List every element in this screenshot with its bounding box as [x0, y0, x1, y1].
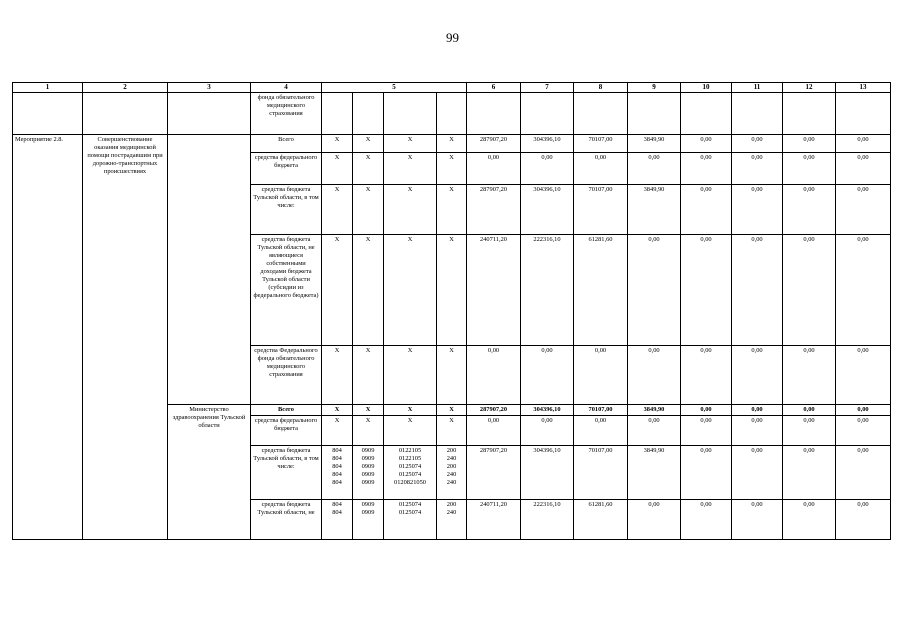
value-cell: 240711,20	[467, 500, 521, 540]
value-cell: 70107,00	[574, 405, 628, 416]
value-cell: 70107,00	[574, 446, 628, 500]
value-cell: 0,00	[681, 346, 732, 405]
measure-description: Совершенствование оказания медицинской помощи пострадавшим при дорожно-транспортных происшествиях	[83, 135, 168, 540]
cell-empty	[168, 93, 251, 135]
value-cell: 3849,90	[628, 405, 681, 416]
code-cell: Х	[322, 153, 353, 185]
code-cell: Х	[437, 346, 467, 405]
code-cell-rzpr: 0909 0909	[353, 500, 384, 540]
code-cell-gr: 804 804	[322, 500, 353, 540]
funding-source-label: фонда обязательного медицинского страхования	[251, 93, 322, 135]
value-cell: 0,00	[783, 416, 836, 446]
program-table	[12, 82, 880, 540]
code-cell: Х	[322, 405, 353, 416]
table-row	[13, 93, 891, 135]
code-cell	[384, 93, 437, 135]
col-header-4: 4	[251, 83, 322, 93]
col-header-8: 8	[574, 83, 628, 93]
value-cell: 0,00	[732, 446, 783, 500]
code-cell	[437, 93, 467, 135]
cell-empty	[83, 93, 168, 135]
code-cell-csr: 0125074 0125074	[384, 500, 437, 540]
value-cell: 0,00	[836, 446, 891, 500]
value-cell: 0,00	[521, 346, 574, 405]
value-cell: 0,00	[681, 153, 732, 185]
value-cell: 0,00	[836, 235, 891, 346]
value-cell: 70107,00	[574, 185, 628, 235]
funding-source-label: средства федерального бюджета	[251, 153, 322, 185]
code-cell-gr: 804 804 804 804 804	[322, 446, 353, 500]
code-cell: Х	[384, 135, 437, 153]
funding-table	[12, 82, 891, 540]
code-cell: Х	[353, 235, 384, 346]
value-cell: 0,00	[732, 416, 783, 446]
code-cell: Х	[437, 185, 467, 235]
col-header-5: 5	[322, 83, 467, 93]
value-cell: 0,00	[574, 346, 628, 405]
funding-source-label: Всего	[251, 405, 322, 416]
code-cell	[322, 93, 353, 135]
code-cell: Х	[353, 416, 384, 446]
value-cell: 0,00	[574, 416, 628, 446]
code-cell: Х	[322, 185, 353, 235]
value-cell: 0,00	[681, 185, 732, 235]
value-cell: 240711,20	[467, 235, 521, 346]
value-cell: 0,00	[783, 446, 836, 500]
funding-source-label: средства Федерального фонда обязательного медицинского страхования	[251, 346, 322, 405]
col-header-7: 7	[521, 83, 574, 93]
code-cell: Х	[437, 153, 467, 185]
value-cell: 0,00	[628, 235, 681, 346]
code-cell: Х	[437, 135, 467, 153]
code-cell-vr: 200 240	[437, 500, 467, 540]
value-cell: 0,00	[574, 153, 628, 185]
code-cell: Х	[437, 235, 467, 346]
value-cell: 0,00	[628, 416, 681, 446]
value-cell: 0,00	[836, 135, 891, 153]
value-cell: 0,00	[836, 500, 891, 540]
value-cell: 222316,10	[521, 235, 574, 346]
code-cell: Х	[353, 153, 384, 185]
code-cell: Х	[353, 405, 384, 416]
funding-source-label: средства бюджета Тульской области, не	[251, 500, 322, 540]
cell-empty	[168, 135, 251, 405]
value-cell: 0,00	[783, 405, 836, 416]
code-cell: Х	[384, 405, 437, 416]
value-cell: 287907,20	[467, 446, 521, 500]
col-header-9: 9	[628, 83, 681, 93]
value-cell: 0,00	[628, 153, 681, 185]
value-cell: 3849,90	[628, 135, 681, 153]
value-cell: 3849,90	[628, 185, 681, 235]
code-cell: Х	[322, 416, 353, 446]
value-cell	[628, 93, 681, 135]
value-cell: 0,00	[521, 416, 574, 446]
value-cell: 0,00	[836, 185, 891, 235]
value-cell: 304396,10	[521, 405, 574, 416]
value-cell: 0,00	[783, 235, 836, 346]
value-cell: 222316,10	[521, 500, 574, 540]
code-cell: Х	[384, 153, 437, 185]
value-cell: 0,00	[628, 500, 681, 540]
value-cell	[681, 93, 732, 135]
value-cell: 0,00	[732, 346, 783, 405]
value-cell	[467, 93, 521, 135]
value-cell: 0,00	[836, 153, 891, 185]
value-cell	[836, 93, 891, 135]
value-cell: 304396,10	[521, 446, 574, 500]
value-cell: 0,00	[836, 405, 891, 416]
code-cell-csr: 0122105 0122105 0125074 0125074 0120821050	[384, 446, 437, 500]
value-cell: 0,00	[732, 235, 783, 346]
value-cell: 0,00	[521, 153, 574, 185]
value-cell: 0,00	[467, 416, 521, 446]
value-cell: 0,00	[467, 346, 521, 405]
code-cell: Х	[384, 416, 437, 446]
code-cell: Х	[353, 185, 384, 235]
code-cell: Х	[353, 346, 384, 405]
value-cell: 0,00	[681, 135, 732, 153]
value-cell: 0,00	[732, 500, 783, 540]
code-cell: Х	[353, 135, 384, 153]
value-cell	[783, 93, 836, 135]
table-row	[13, 135, 891, 153]
value-cell: 0,00	[783, 500, 836, 540]
code-cell: Х	[384, 185, 437, 235]
code-cell: Х	[322, 346, 353, 405]
value-cell: 0,00	[783, 153, 836, 185]
value-cell: 3849,90	[628, 446, 681, 500]
code-cell: Х	[384, 235, 437, 346]
value-cell: 0,00	[783, 135, 836, 153]
value-cell: 304396,10	[521, 185, 574, 235]
funding-source-label: средства бюджета Тульской области, в том числе:	[251, 446, 322, 500]
col-header-13: 13	[836, 83, 891, 93]
col-header-6: 6	[467, 83, 521, 93]
page-number: 99	[446, 30, 459, 45]
value-cell: 70107,00	[574, 135, 628, 153]
value-cell: 0,00	[681, 446, 732, 500]
value-cell	[574, 93, 628, 135]
code-cell-rzpr: 0909 0909 0909 0909 0909	[353, 446, 384, 500]
col-header-1: 1	[13, 83, 83, 93]
value-cell: 0,00	[732, 135, 783, 153]
value-cell: 287907,20	[467, 405, 521, 416]
responsible-executor: Министерство здравоохранения Тульской области	[168, 405, 251, 540]
value-cell: 0,00	[732, 405, 783, 416]
code-cell: Х	[322, 235, 353, 346]
code-cell	[353, 93, 384, 135]
col-header-3: 3	[168, 83, 251, 93]
header-row	[13, 83, 891, 93]
value-cell: 61281,60	[574, 235, 628, 346]
value-cell: 287907,20	[467, 135, 521, 153]
value-cell: 0,00	[628, 346, 681, 405]
value-cell: 0,00	[681, 500, 732, 540]
value-cell: 304396,10	[521, 135, 574, 153]
value-cell	[732, 93, 783, 135]
cell-empty	[13, 93, 83, 135]
col-header-11: 11	[732, 83, 783, 93]
code-cell: Х	[437, 416, 467, 446]
code-cell-vr: 200 240 200 240 240	[437, 446, 467, 500]
value-cell: 0,00	[681, 235, 732, 346]
col-header-10: 10	[681, 83, 732, 93]
funding-source-label: средства федерального бюджета	[251, 416, 322, 446]
value-cell: 0,00	[732, 153, 783, 185]
code-cell: Х	[384, 346, 437, 405]
value-cell: 0,00	[467, 153, 521, 185]
value-cell: 0,00	[836, 416, 891, 446]
value-cell: 0,00	[836, 346, 891, 405]
value-cell: 0,00	[783, 346, 836, 405]
value-cell	[521, 93, 574, 135]
value-cell: 0,00	[681, 405, 732, 416]
measure-number: Мероприятие 2.8.	[13, 135, 83, 540]
value-cell: 0,00	[681, 416, 732, 446]
value-cell: 61281,60	[574, 500, 628, 540]
code-cell: Х	[437, 405, 467, 416]
code-cell: Х	[322, 135, 353, 153]
col-header-2: 2	[83, 83, 168, 93]
col-header-12: 12	[783, 83, 836, 93]
value-cell: 287907,20	[467, 185, 521, 235]
value-cell: 0,00	[732, 185, 783, 235]
funding-source-label: средства бюджета Тульской области, не являющиеся собственными доходами бюджета Тульской области (субсидии из федерального бюджета)	[251, 235, 322, 346]
value-cell: 0,00	[783, 185, 836, 235]
funding-source-label: средства бюджета Тульской области, в том числе:	[251, 185, 322, 235]
funding-source-label: Всего	[251, 135, 322, 153]
